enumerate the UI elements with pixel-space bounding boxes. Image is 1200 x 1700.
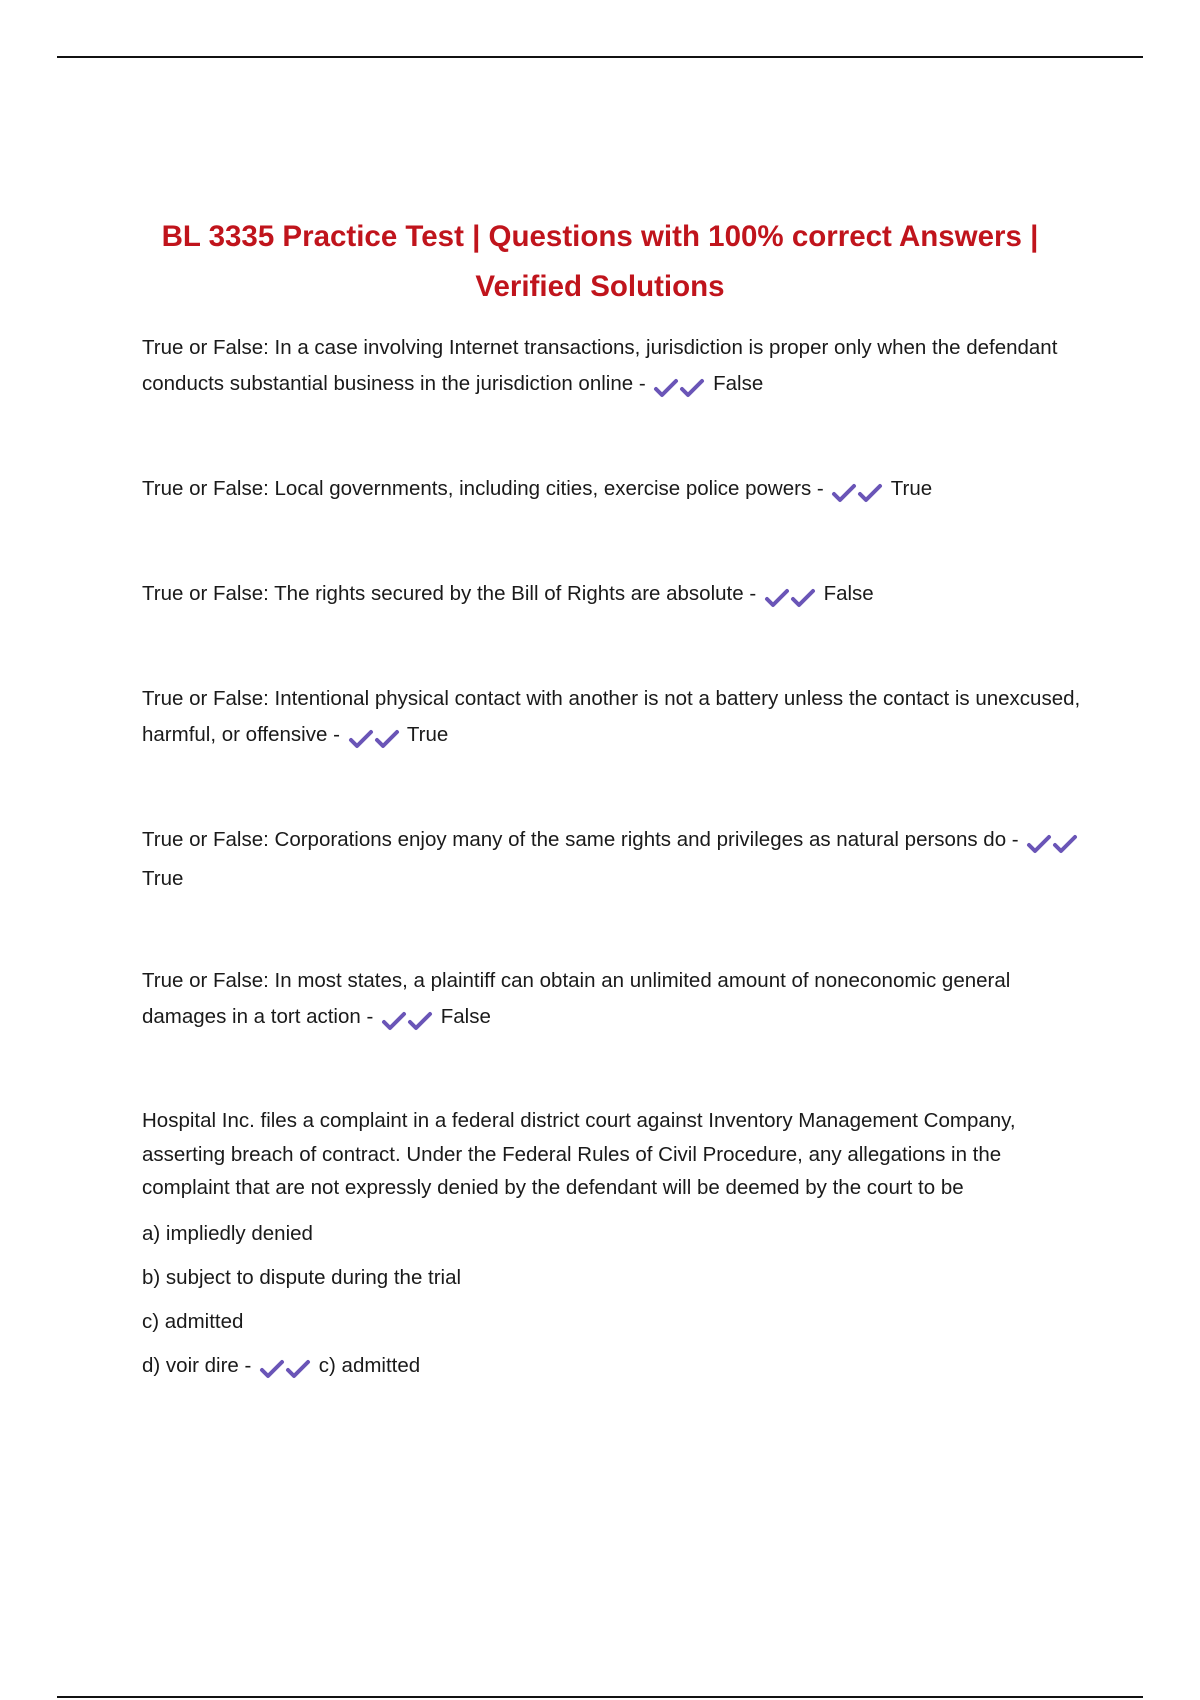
bottom-divider: [57, 1696, 1143, 1698]
separator: -: [1011, 828, 1019, 851]
question-item: [142, 576, 1082, 615]
checkmark-icon: [653, 377, 679, 399]
checkmark-icon: [407, 1010, 433, 1032]
question-text: Hospital Inc. files a complaint in a federal district court against Inventory Management Company, asserting breach of contract. Under the Federal Rules of Civil Procedure, any allegations in the complaint that are not expressly denied by the defendant will be deemed by the court to be: [142, 1109, 1016, 1199]
checkmark-icon: [285, 1358, 311, 1380]
check-marks: [1026, 825, 1078, 861]
checkmark-icon: [1026, 833, 1052, 855]
checkmark-icon: [381, 1010, 407, 1032]
question-text: True or False: In a case involving Internet transactions, jurisdiction is proper only when the defendant conducts substantial business in the jurisdiction online: [142, 336, 1058, 395]
answer-text: True: [142, 867, 184, 890]
check-marks: [348, 720, 400, 756]
option-b: b) subject to dispute during the trial: [142, 1265, 462, 1289]
question-text: True or False: Intentional physical contact with another is not a battery unless the contact is unexcused, harmful, or offensive: [142, 687, 1081, 746]
checkmark-icon: [374, 728, 400, 750]
question-item: [142, 330, 1082, 405]
checkmark-icon: [679, 377, 705, 399]
answer-text: c) admitted: [318, 1353, 421, 1377]
option-d-with-answer: [142, 1351, 1082, 1384]
answer-text: False: [440, 1005, 491, 1028]
question-text: True or False: In most states, a plaintiff can obtain an unlimited amount of noneconomic general damages in a tort action: [142, 969, 1011, 1028]
question-item: [142, 822, 1082, 897]
check-marks: [764, 579, 816, 615]
document-title: BL 3335 Practice Test | Questions with 100% correct Answers | Verified Solutions: [161, 220, 1039, 303]
separator: -: [749, 582, 757, 605]
separator: -: [816, 477, 824, 500]
top-divider: [57, 56, 1143, 58]
checkmark-icon: [857, 482, 883, 504]
separator: -: [333, 723, 340, 746]
checkmark-icon: [259, 1358, 285, 1380]
answer-text: True: [406, 723, 449, 746]
check-marks: [653, 369, 705, 405]
checkmark-icon: [1052, 833, 1078, 855]
answer-text: False: [823, 582, 874, 605]
answer-text: True: [890, 477, 933, 500]
option-d: d) voir dire: [142, 1353, 239, 1377]
separator: -: [244, 1353, 252, 1377]
question-list: [142, 330, 1082, 1384]
multiple-choice-question: [142, 1104, 1082, 1384]
option-a: a) impliedly denied: [142, 1221, 313, 1245]
separator: -: [366, 1005, 374, 1028]
checkmark-icon: [764, 587, 790, 609]
question-text: True or False: The rights secured by the Bill of Rights are absolute: [142, 582, 744, 605]
checkmark-icon: [831, 482, 857, 504]
checkmark-icon: [348, 728, 374, 750]
check-marks: [381, 1002, 433, 1038]
question-item: [142, 471, 1082, 510]
checkmark-icon: [790, 587, 816, 609]
check-marks: [259, 1354, 311, 1384]
option-c: c) admitted: [142, 1309, 244, 1333]
question-text: True or False: Corporations enjoy many of the same rights and privileges as natural persons do: [142, 828, 1007, 851]
separator: -: [638, 372, 646, 395]
question-text: True or False: Local governments, including cities, exercise police powers: [142, 477, 812, 500]
question-item: [142, 681, 1082, 756]
answer-text: False: [713, 372, 764, 395]
question-item: [142, 963, 1082, 1038]
check-marks: [831, 474, 883, 510]
